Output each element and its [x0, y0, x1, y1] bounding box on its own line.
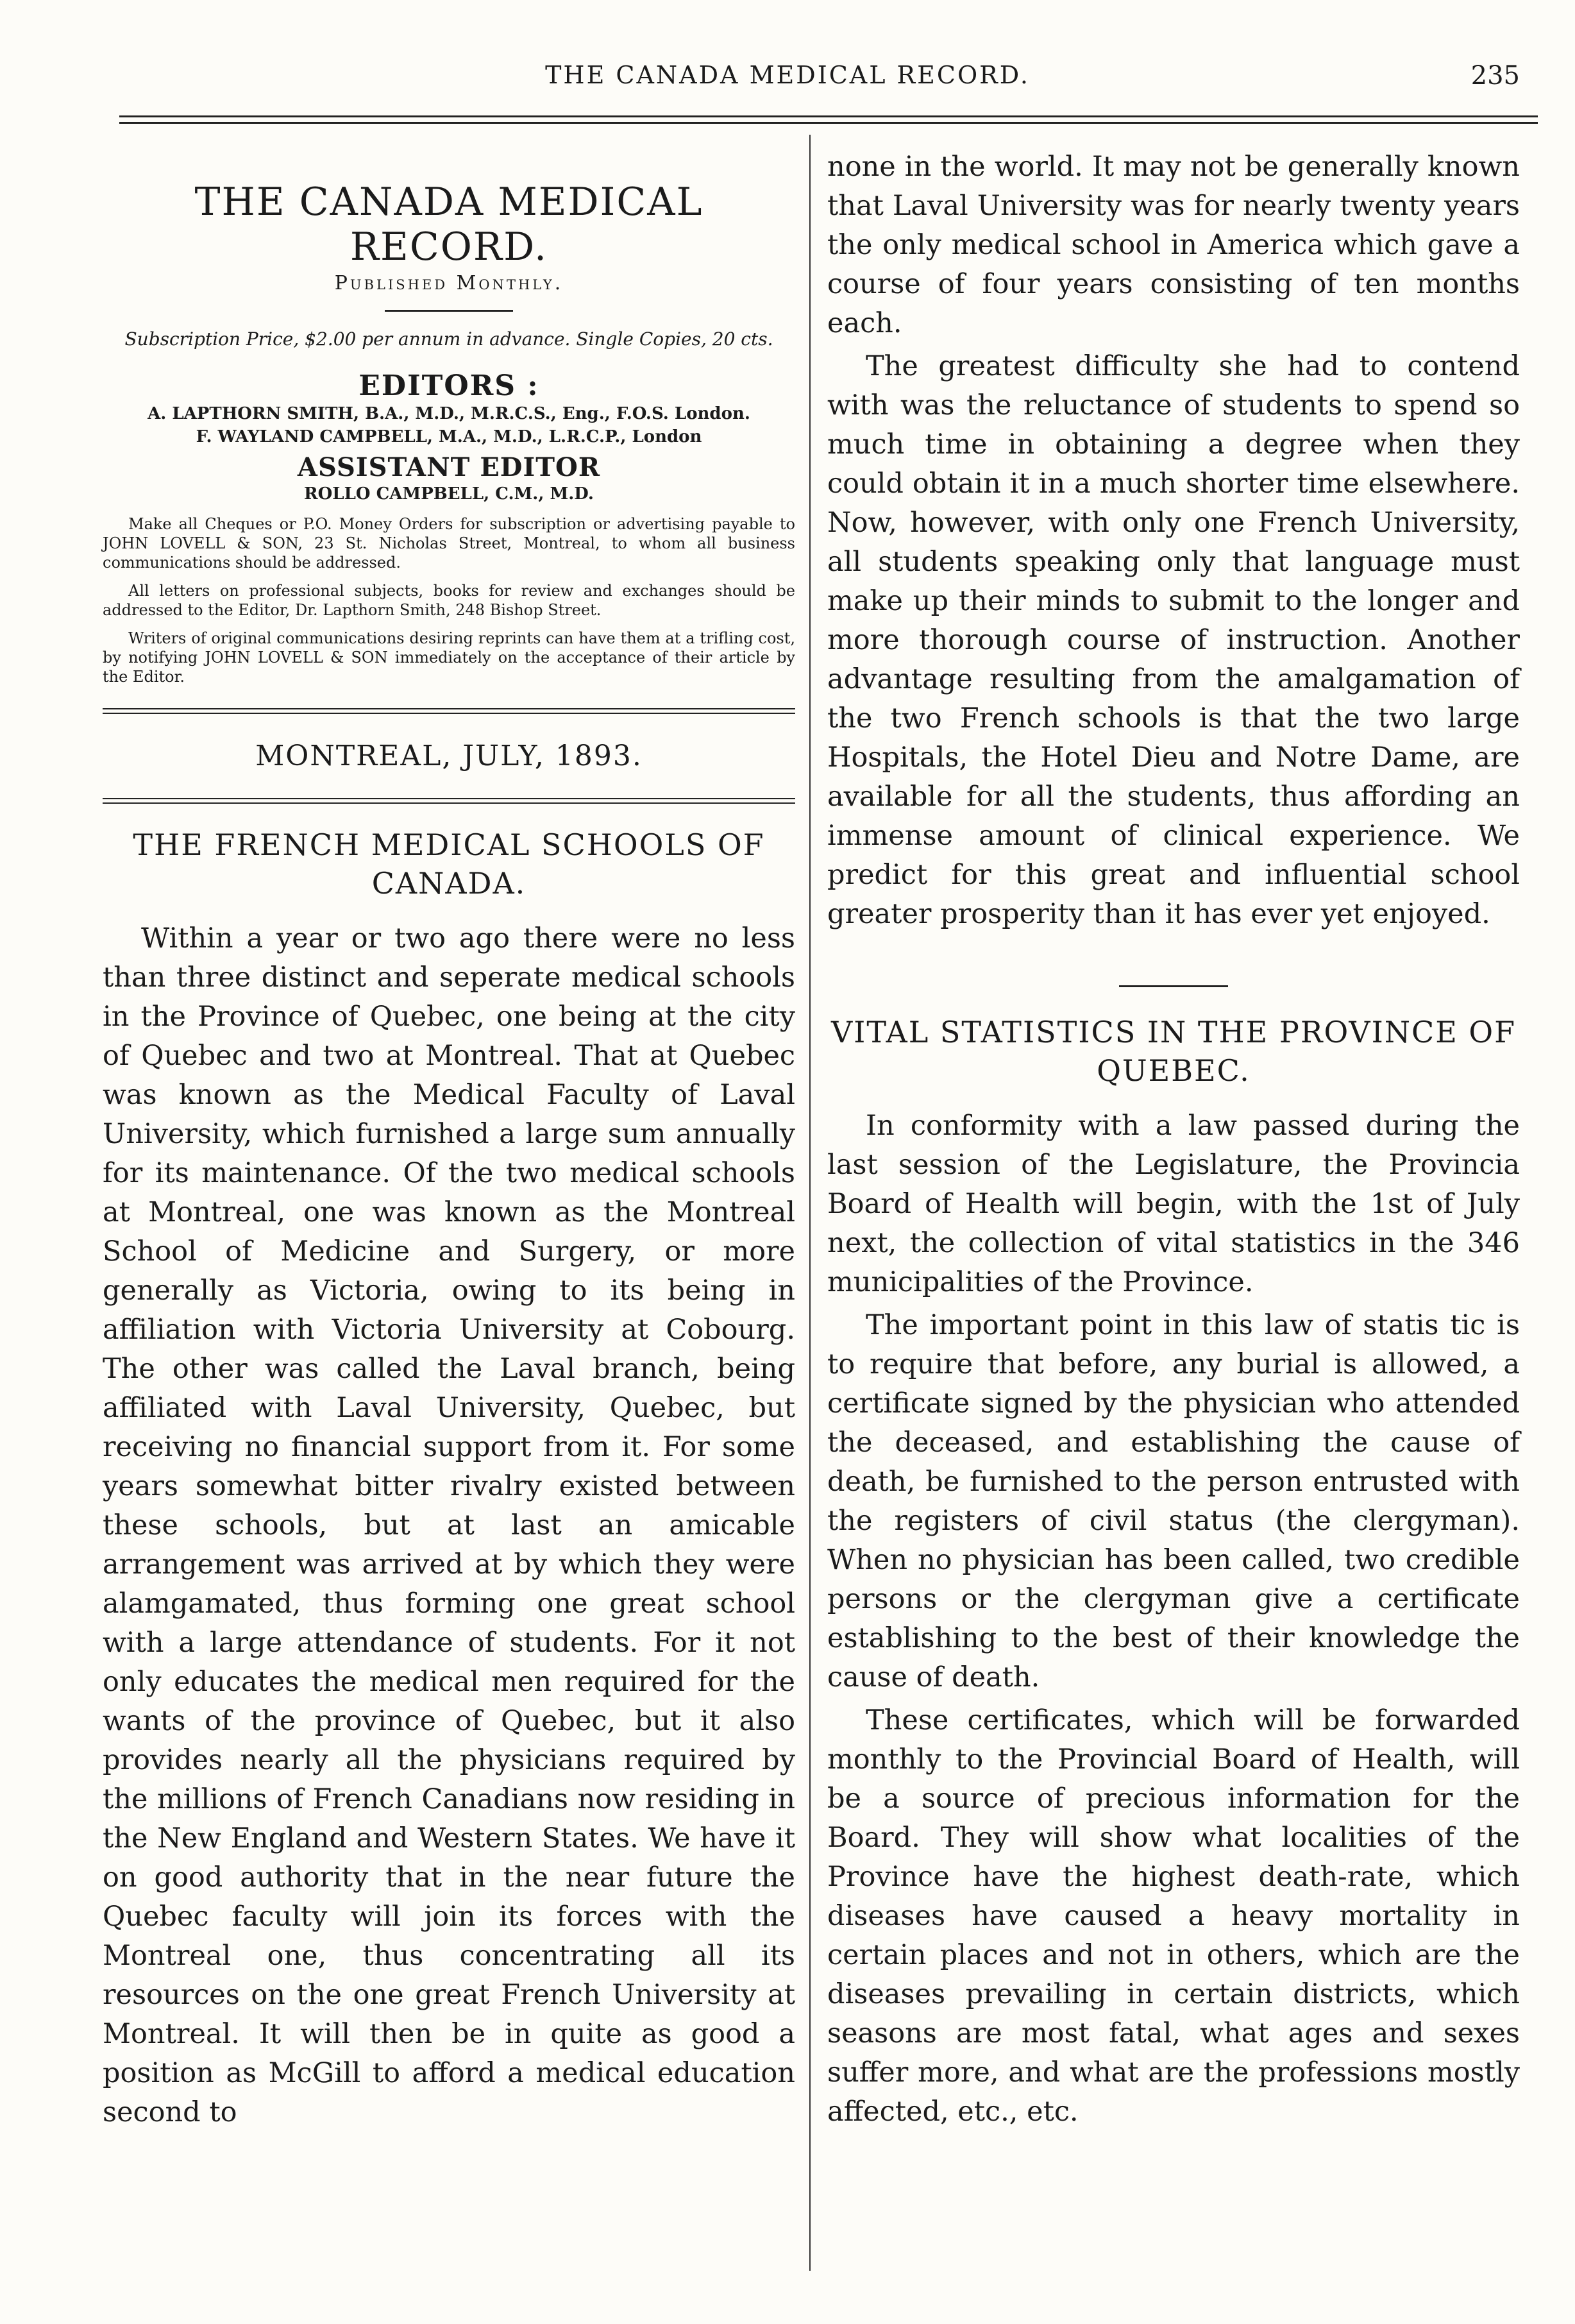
editors-heading: EDITORS : [358, 369, 539, 402]
article-1-paragraph: none in the world. It may not be generally known that Laval University was for nearly twenty years the only medical school in America which gave a course of four years consisting of ten months each. [827, 151, 1520, 339]
masthead-double-rule [103, 708, 795, 714]
masthead-subtitle: Published Monthly. [334, 272, 564, 294]
article-2-paragraph: In conformity with a law passed during the last session of the Legislature, the Provincia Board of Health will begin, with the 1st of July next, the collection of vital statistics in the 346 municipalities of the Province. [827, 1110, 1520, 1298]
assistant-editor: ROLLO CAMPBELL, C.M., M.D. [304, 484, 594, 504]
running-header-title: THE CANADA MEDICAL RECORD. [545, 61, 1030, 89]
masthead-title: THE CANADA MEDICAL RECORD. [194, 180, 703, 269]
left-column [103, 160, 795, 2136]
masthead-rule [385, 310, 513, 312]
dateline: MONTREAL, JULY, 1893. [255, 740, 643, 772]
assistant-editor-heading: ASSISTANT EDITOR [297, 452, 601, 482]
editor-1: A. LAPTHORN SMITH, B.A., M.D., M.R.C.S., Eng., F.O.S. London. [147, 404, 750, 423]
article-1-paragraph: Within a year or two ago there were no less than three distinct and seperate medical schools in the Province of Quebec, one being at the city of Quebec and two at Montreal. That at Quebec was known as the Medical Faculty of Laval University, which furnished a large sum annually for its maintenance. Of the two medical schools at Montreal, one was known as the Montreal School of Medicine and Surgery, or more generally as Victoria, owing to its being in affiliation with Victoria University at Cobourg. The other was called the Laval branch, being affiliated with Laval University, Quebec, but receiving no financial support from it. For some years somewhat bitter rivalry existed between these schools, but at last an amicable arrangement was arrived at by which they were alamgamated, thus forming one great school with a large attendance of students. For it not only educates the medical men required for the wants of the province of Quebec, but it also provides nearly all the physicians required by the millions of French Canadians now residing in the New England and Western States. We have it on good authority that in the near future the Quebec faculty will join its forces with the Montreal one, thus concentrating all its resources on the one great French University at Montreal. It will then be in quite as good a position as McGill to afford a medical education second to [103, 922, 795, 2128]
notice-payments: Make all Cheques or P.O. Money Orders for subscription or advertising payable to JOHN LOVELL & SON, 23 St. Nicholas Street, Montreal, to whom all business communications should be addressed. [103, 515, 795, 572]
page-number: 235 [1470, 61, 1520, 90]
article-2-paragraph: These certificates, which will be forwarded monthly to the Provincial Board of Health, will be a source of precious information for the Board. They will show what localities of the Province have the highest death-rate, which diseases have caused a heavy mortality in certain places and not in others, which are the diseases prevailing in certain districts, which seasons are most fatal, what ages and sexes suffer more, and what are the professions mostly affected, etc., etc. [827, 1704, 1520, 2128]
right-column [827, 148, 1520, 2135]
dateline-double-rule [103, 798, 795, 804]
subscription-price: Subscription Price, $2.00 per annum in advance. Single Copies, 20 cts. [124, 328, 773, 350]
header-rule-top [119, 115, 1538, 117]
editor-2: F. WAYLAND CAMPBELL, M.A., M.D., L.R.C.P., London [196, 427, 702, 446]
article-1-heading: THE FRENCH MEDICAL SCHOOLS OF CANADA. [133, 827, 765, 901]
article-2-heading: VITAL STATISTICS IN THE PROVINCE OF QUEBEC. [830, 1015, 1517, 1088]
column-divider [809, 135, 811, 2271]
article-separator [1119, 985, 1228, 987]
header-rule-bottom [119, 122, 1538, 124]
notice-letters: All letters on professional subjects, books for review and exchanges should be addressed to the Editor, Dr. Lapthorn Smith, 248 Bishop Street. [103, 582, 795, 619]
article-1-paragraph: The greatest difficulty she had to contend with was the reluctance of students to spend so much time in obtaining a degree when they could obtain it in a much shorter time elsewhere. Now, however, with only one French University, all students speaking only that language must make up their minds to submit to the longer and more thorough course of instruction. Another advantage resulting from the amalgamation of the two French schools is that the two large Hospitals, the Hotel Dieu and Notre Dame, are available for all the students, thus affording an immense amount of clinical experience. We predict for this great and influential school greater prosperity than it has ever yet enjoyed. [827, 350, 1520, 930]
article-2-paragraph: The important point in this law of statis tic is to require that before, any burial is allowed, a certificate signed by the physician who attended the deceased, and establishing the cause of death, be furnished to the person entrusted with the registers of civil status (the clergyman). When no physician has been called, two credible persons or the clergyman give a certificate establishing to the best of their knowledge the cause of death. [827, 1309, 1520, 1693]
notice-reprints: Writers of original communications desiring reprints can have them at a trifling cost, by notifying JOHN LOVELL & SON immediately on the acceptance of their article by the Editor. [103, 629, 795, 686]
